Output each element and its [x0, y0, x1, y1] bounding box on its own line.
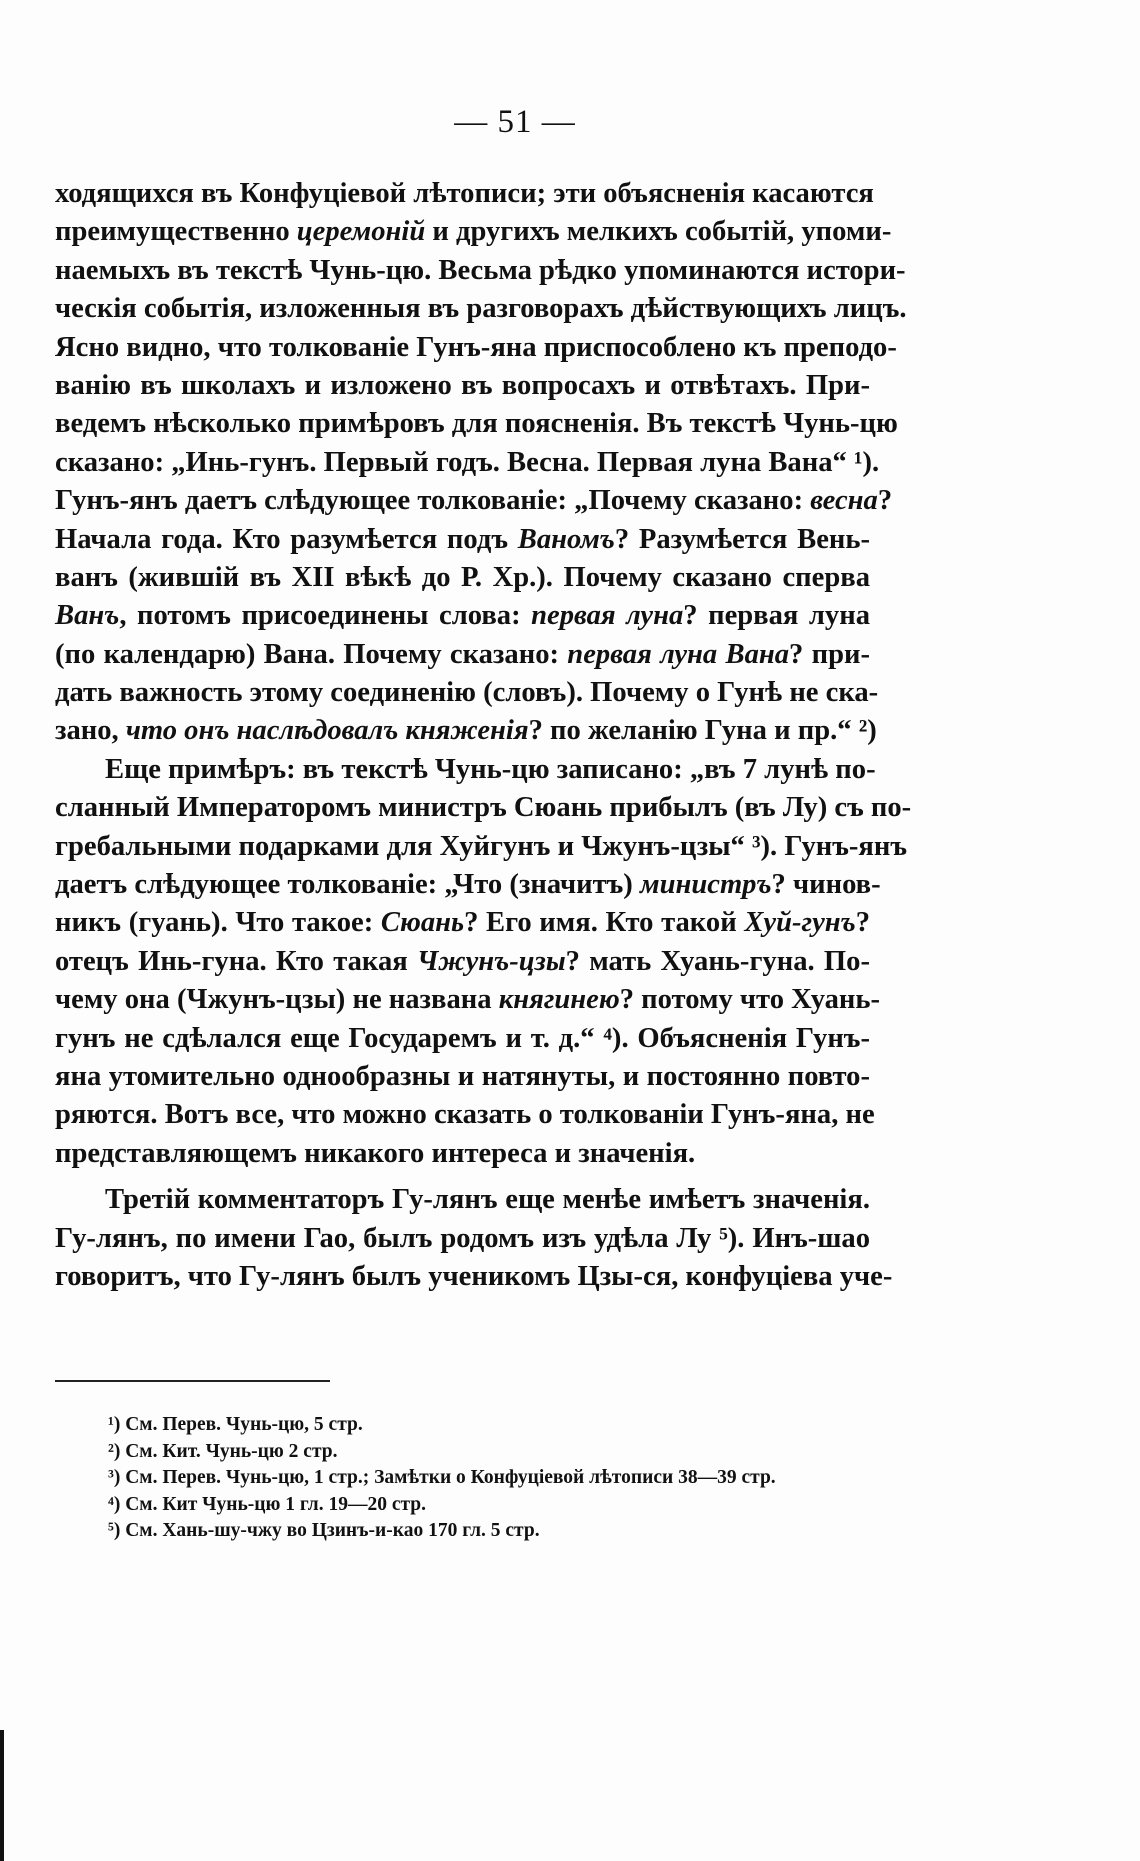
footnote: ²) См. Кит. Чунь-цю 2 стр.: [108, 1440, 338, 1462]
emphasis: Сюань: [380, 907, 465, 939]
text-line: представляющемъ никакого интереса и значенія.: [55, 1137, 696, 1169]
text-line: никъ (гуань). Что такое: Сюань? Его имя. Кто такой Хуй-гунъ?: [55, 907, 870, 939]
text-line: чему она (Чжунъ-цзы) не названа княгинею? потому что Хуань-: [55, 984, 881, 1016]
footnote-divider: [55, 1380, 330, 1382]
text-line: яна утомительно однообразны и натянуты, и постоянно повто-: [55, 1060, 870, 1092]
footnote: ⁴) См. Кит Чунь-цю 1 гл. 19—20 стр.: [108, 1493, 427, 1515]
main-text: [55, 175, 912, 1296]
text-line: ческія событія, изложенныя въ разговорахъ дѣйствующихъ лицъ.: [55, 293, 907, 325]
emphasis: княгинею: [498, 984, 620, 1016]
page-number: — 51 —: [454, 104, 576, 140]
text-line: сланный Императоромъ министръ Сюань прибылъ (въ Лу) съ по-: [55, 792, 912, 824]
text-line: Начала года. Кто разумѣется подъ Ваномъ? Разумѣется Вень-: [55, 523, 871, 555]
emphasis: первая луна: [531, 600, 684, 632]
text-line: (по календарю) Вана. Почему сказано: первая луна Вана? при-: [55, 638, 870, 670]
text-line: сказано: „Инь-гунъ. Первый годъ. Весна. Первая луна Вана“ ¹).: [55, 446, 880, 478]
text-line: говоритъ, что Гу-лянъ былъ ученикомъ Цзы-ся, конфуціева уче-: [55, 1260, 893, 1292]
emphasis: церемоній: [296, 216, 426, 248]
text-line: дать важность этому соединенію (словъ). Почему о Гунѣ не ска-: [55, 677, 879, 709]
text-line: отецъ Инь-гуна. Кто такая Чжунъ-цзы? мать Хуань-гуна. По-: [55, 945, 870, 977]
text-line: Ванъ, потомъ присоединены слова: первая луна? первая луна: [55, 600, 871, 632]
emphasis: первая луна Вана: [567, 638, 790, 670]
text-line: преимущественно церемоній и другихъ мелкихъ событій, упоми-: [55, 216, 892, 248]
footnote: ¹) См. Перев. Чунь-цю, 5 стр.: [108, 1414, 363, 1435]
footnotes: [108, 1412, 878, 1545]
text-line: даетъ слѣдующее толкованіе: „Что (значитъ) министръ? чинов-: [55, 869, 881, 901]
text-line: Ясно видно, что толкованіе Гунъ-яна приспособлено къ преподо-: [55, 331, 897, 363]
text-line: ряются. Вотъ все, что можно сказать о толкованіи Гунъ-яна, не: [55, 1099, 875, 1131]
text-line: гребальными подарками для Хуйгунъ и Чжунъ-цзы“ ³). Гунъ-янъ: [55, 830, 908, 862]
emphasis: министръ: [639, 869, 772, 901]
text-line: ванъ (жившій въ XII вѣкѣ до Р. Хр.). Почему сказано сперва: [55, 561, 870, 593]
text-line: ведемъ нѣсколько примѣровъ для поясненія. Въ текстѣ Чунь-цю: [55, 408, 898, 440]
emphasis: весна: [810, 485, 878, 517]
emphasis: что онъ наслѣдовалъ княженія: [125, 715, 529, 747]
text-line: Еще примѣръ: въ текстѣ Чунь-цю записано: „въ 7 лунѣ по-: [105, 753, 876, 785]
text-line: Гу-лянъ, по имени Гао, былъ родомъ изъ удѣла Лу ⁵). Инъ-шао: [55, 1222, 870, 1254]
emphasis: Ваномъ: [517, 523, 615, 555]
footnote: ⁵) См. Хань-шу-чжу во Цзинъ-и-као 170 гл. 5 стр.: [108, 1520, 540, 1541]
emphasis: Чжунъ-цзы: [417, 945, 566, 977]
text-line: Гунъ-янъ даетъ слѣдующее толкованіе: „Почему сказано: весна?: [55, 485, 893, 517]
text-line: Третій комментаторъ Гу-лянъ еще менѣе имѣетъ значенія.: [105, 1184, 870, 1216]
footnote: ³) См. Перев. Чунь-цю, 1 стр.; Замѣтки о Конфуціевой лѣтописи 38—39 стр.: [108, 1467, 776, 1488]
text-line: наемыхъ въ текстѣ Чунь-цю. Весьма рѣдко упоминаются истори-: [55, 254, 906, 286]
page-edge-shadow: [0, 1730, 4, 1861]
text-line: ванію въ школахъ и изложено въ вопросахъ и отвѣтахъ. При-: [55, 369, 870, 401]
emphasis: Хуй-гунъ: [744, 907, 856, 939]
text-line: гунъ не сдѣлался еще Государемъ и т. д.“ ⁴). Объясненія Гунъ-: [55, 1022, 870, 1054]
text-line: ходящихся въ Конфуціевой лѣтописи; эти объясненія касаются: [55, 178, 874, 209]
emphasis: Ванъ: [55, 600, 120, 632]
text-line: зано, что онъ наслѣдовалъ княженія? по желанію Гуна и пр.“ ²): [55, 715, 877, 747]
